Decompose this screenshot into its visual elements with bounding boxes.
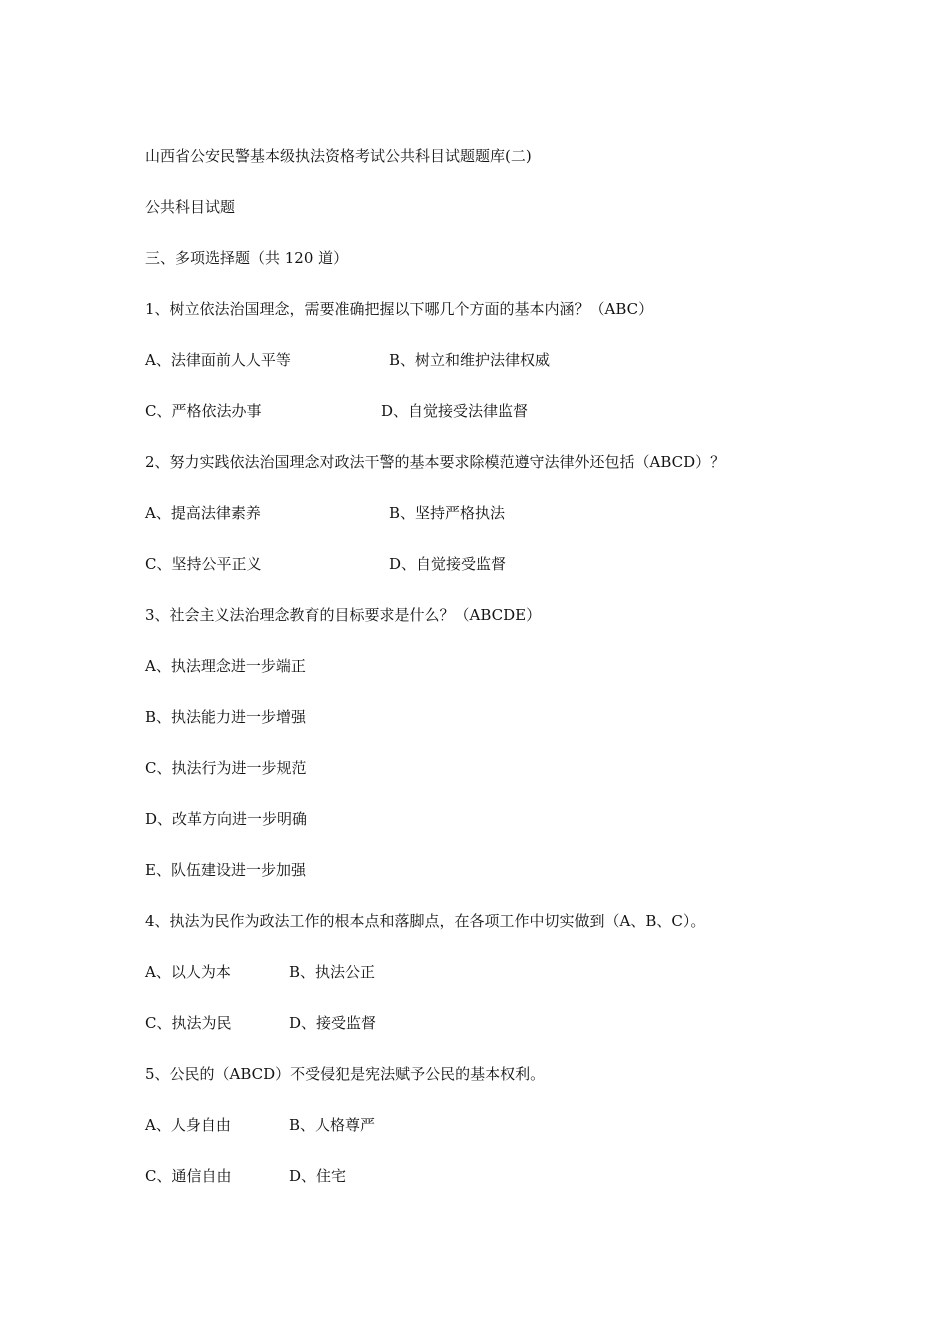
- option-a: A、执法理念进一步端正: [145, 657, 306, 675]
- option-b: B、执法公正: [289, 963, 376, 981]
- question-2: 2、努力实践依法治国理念对政法干警的基本要求除模范遵守法律外还包括（ABCD）？: [145, 453, 726, 471]
- option-d: D、接受监督: [289, 1014, 377, 1032]
- option-a: A、人身自由: [145, 1116, 231, 1134]
- option-b: B、坚持严格执法: [389, 504, 506, 522]
- options-row: [145, 503, 506, 523]
- option-c: C、通信自由: [145, 1167, 232, 1185]
- option-d: D、自觉接受法律监督: [381, 402, 529, 420]
- option-b: B、树立和维护法律权威: [389, 351, 551, 369]
- option-a: A、以人为本: [145, 963, 231, 981]
- question-5: 5、公民的（ABCD）不受侵犯是宪法赋予公民的基本权利。: [145, 1065, 546, 1083]
- options-row: [145, 1166, 347, 1186]
- option-d: D、住宅: [289, 1167, 347, 1185]
- option-a: A、法律面前人人平等: [145, 351, 291, 369]
- question-1: 1、树立依法治国理念，需要准确把握以下哪几个方面的基本内涵？（ABC）: [145, 300, 654, 318]
- options-row: [145, 1115, 376, 1135]
- option-c: C、坚持公平正义: [145, 555, 262, 573]
- options-row: [145, 1013, 377, 1033]
- question-4: 4、执法为民作为政法工作的根本点和落脚点，在各项工作中切实做到（A、B、C）。: [145, 912, 706, 930]
- section-heading: 三、多项选择题（共 120 道）: [145, 249, 349, 267]
- options-row: [145, 350, 551, 370]
- document-subtitle: 公共科目试题: [145, 198, 236, 216]
- option-c: C、严格依法办事: [145, 402, 262, 420]
- options-row: [145, 962, 376, 982]
- option-b: B、执法能力进一步增强: [145, 708, 307, 726]
- document-title: 山西省公安民警基本级执法资格考试公共科目试题题库(二): [145, 147, 532, 165]
- option-e: E、队伍建设进一步加强: [145, 861, 306, 879]
- options-row: [145, 401, 529, 421]
- question-3: 3、社会主义法治理念教育的目标要求是什么？（ABCDE）: [145, 606, 542, 624]
- options-row: [145, 554, 507, 574]
- option-c: C、执法为民: [145, 1014, 232, 1032]
- option-d: D、自觉接受监督: [389, 555, 507, 573]
- option-a: A、提高法律素养: [145, 504, 261, 522]
- option-b: B、人格尊严: [289, 1116, 376, 1134]
- option-c: C、执法行为进一步规范: [145, 759, 307, 777]
- option-d: D、改革方向进一步明确: [145, 810, 308, 828]
